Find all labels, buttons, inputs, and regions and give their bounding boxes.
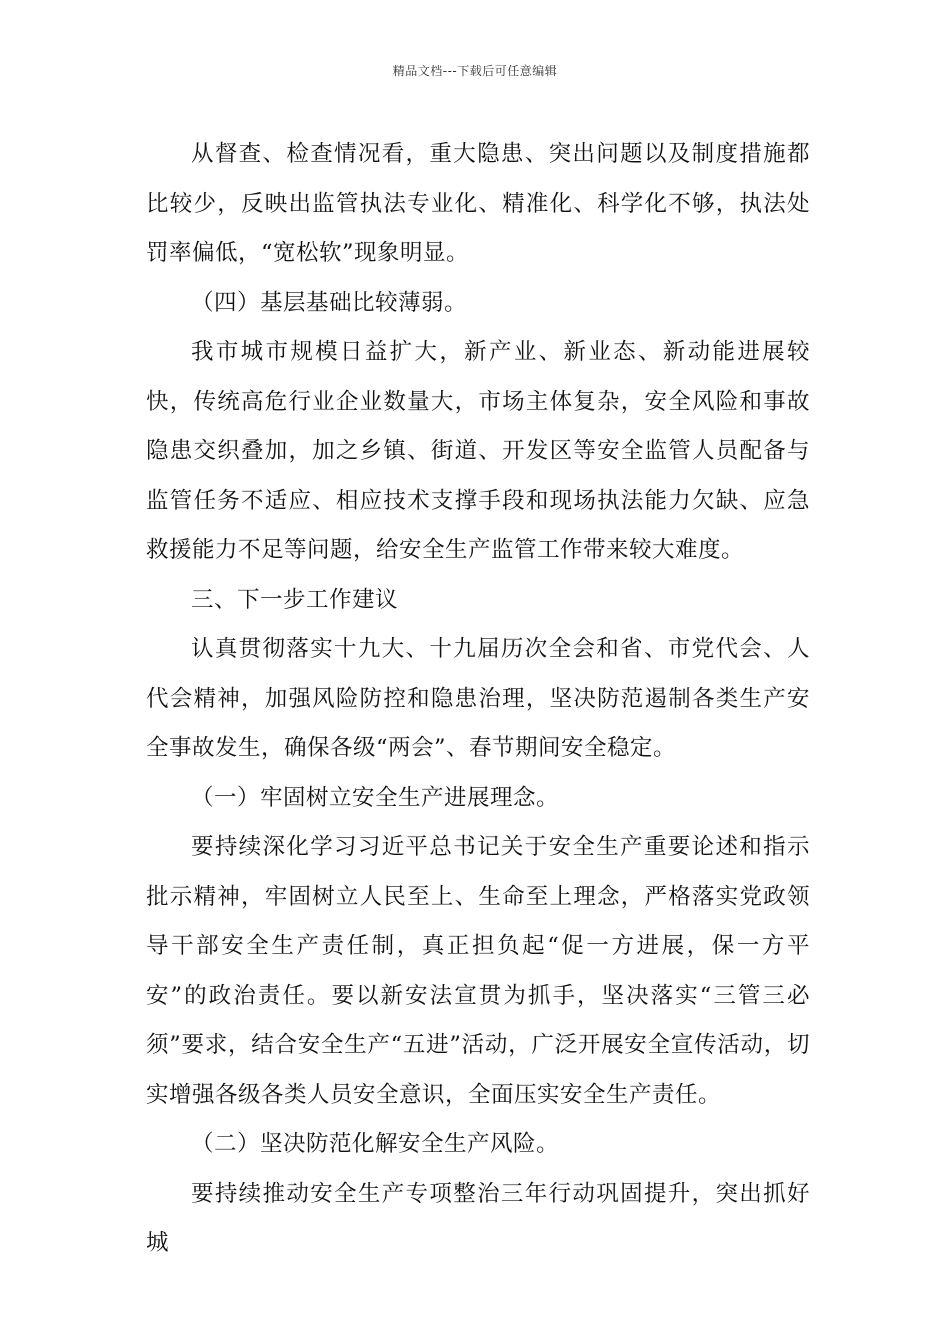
paragraph-3: 认真贯彻落实十九大、十九届历次全会和省、市党代会、人代会精神，加强风险防控和隐患治理，坚决防范遏制各类生产安全事故发生，确保各级“两会”、春节期间安全稳定。 <box>146 636 810 761</box>
subsection-heading-2: （二）坚决防范化解安全生产风险。 <box>191 1131 560 1157</box>
section-heading-3: 三、下一步工作建议 <box>191 586 399 613</box>
document-body <box>146 130 810 1269</box>
paragraph-1: 从督查、检查情况看，重大隐患、突出问题以及制度措施都比较少，反映出监管执法专业化、精准化、科学化不够，执法处罚率偏低，“宽松软”现象明显。 <box>146 141 810 266</box>
paragraph-5: 要持续推动安全生产专项整治三年行动巩固提升，突出抓好城 <box>146 1180 810 1256</box>
paragraph-2: 我市城市规模日益扩大，新产业、新业态、新动能进展较快，传统高危行业企业数量大，市场主体复杂，安全风险和事故隐患交织叠加，加之乡镇、街道、开发区等安全监管人员配备与监管任务不适应、相应技术支撑手段和现场执法能力欠缺、应急救援能力不足等问题，给安全生产监管工作带来较大难度。 <box>146 339 810 563</box>
page-header: 精品文档---下载后可任意编辑 <box>392 64 558 78</box>
paragraph-4: 要持续深化学习习近平总书记关于安全生产重要论述和指示批示精神，牢固树立人民至上、生命至上理念，严格落实党政领导干部安全生产责任制，真正担负起“促一方进展，保一方平安”的政治责任。要以新安法宣贯为抓手，坚决落实“三管三必须”要求，结合安全生产“五进”活动，广泛开展安全宣传活动，切实增强各级各类人员安全意识，全面压实安全生产责任。 <box>146 834 810 1108</box>
subsection-heading-1: （一）牢固树立安全生产进展理念。 <box>191 784 560 811</box>
section-heading-4: （四）基层基础比较薄弱。 <box>191 289 468 316</box>
